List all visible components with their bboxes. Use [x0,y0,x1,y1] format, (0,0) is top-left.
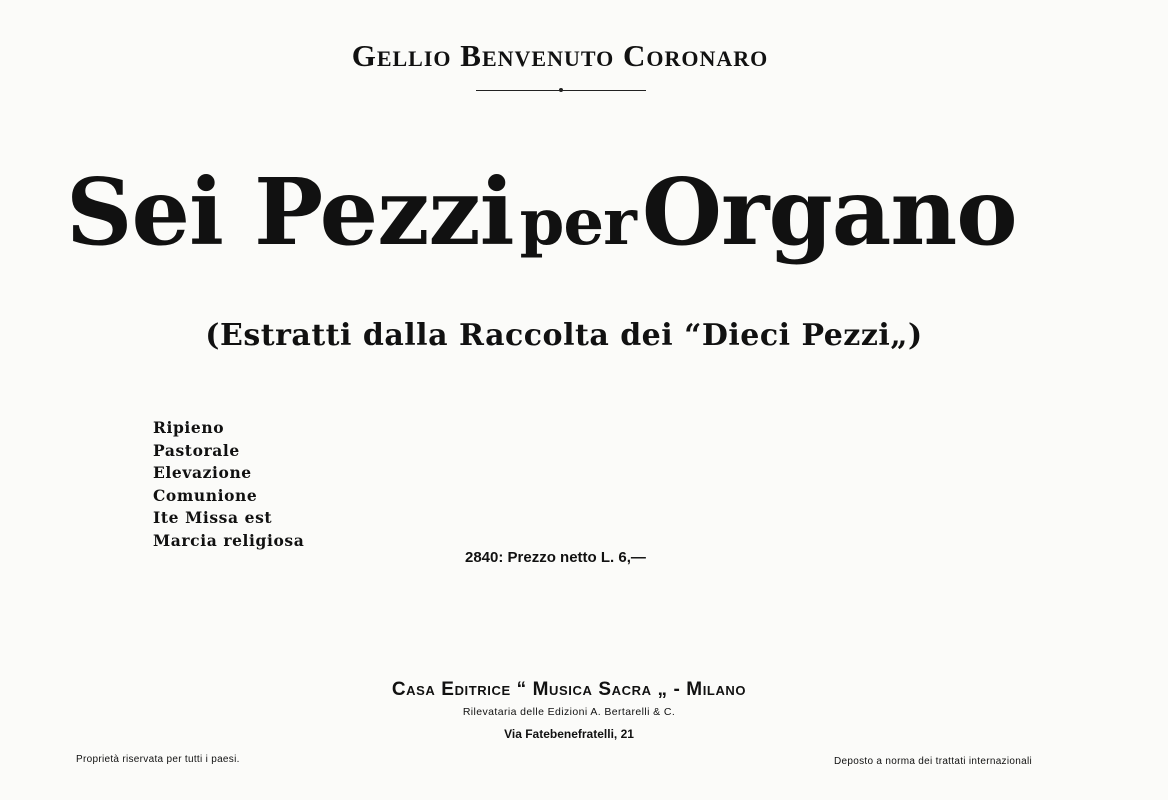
title-part-2: per [519,185,636,260]
publisher-note: Rilevataria delle Edizioni A. Bertarelli & C. [462,706,676,718]
subtitle: (Estratti dalla Raccolta dei “Dieci Pezzi„) [205,318,923,353]
title-part-3: Organo [641,158,1017,266]
publisher-address: Via Fatebenefratelli, 21 [504,727,634,741]
composer-name: Gellio Benvenuto Coronaro [351,38,769,73]
list-item: Ite Missa est [153,508,273,528]
publisher-name: Casa Editrice “ Musica Sacra „ - Milano [391,679,747,700]
list-item: Pastorale [153,440,240,460]
list-item: Comunione [153,485,258,505]
footer-rights: Proprietà riservata per tutti i paesi. [76,754,240,765]
main-title [66,158,1017,266]
list-item: Elevazione [153,463,252,483]
list-item: Ripieno [153,418,225,437]
price-label: 2840: Prezzo netto L. 6,— [465,549,646,566]
ornamental-rule-dot [559,88,563,92]
footer-deposit: Deposto a norma dei trattati internazionali [834,756,1033,767]
title-part-1: Sei Pezzi [66,158,514,266]
pieces-list [153,417,304,553]
list-item: Marcia religiosa [153,530,305,550]
